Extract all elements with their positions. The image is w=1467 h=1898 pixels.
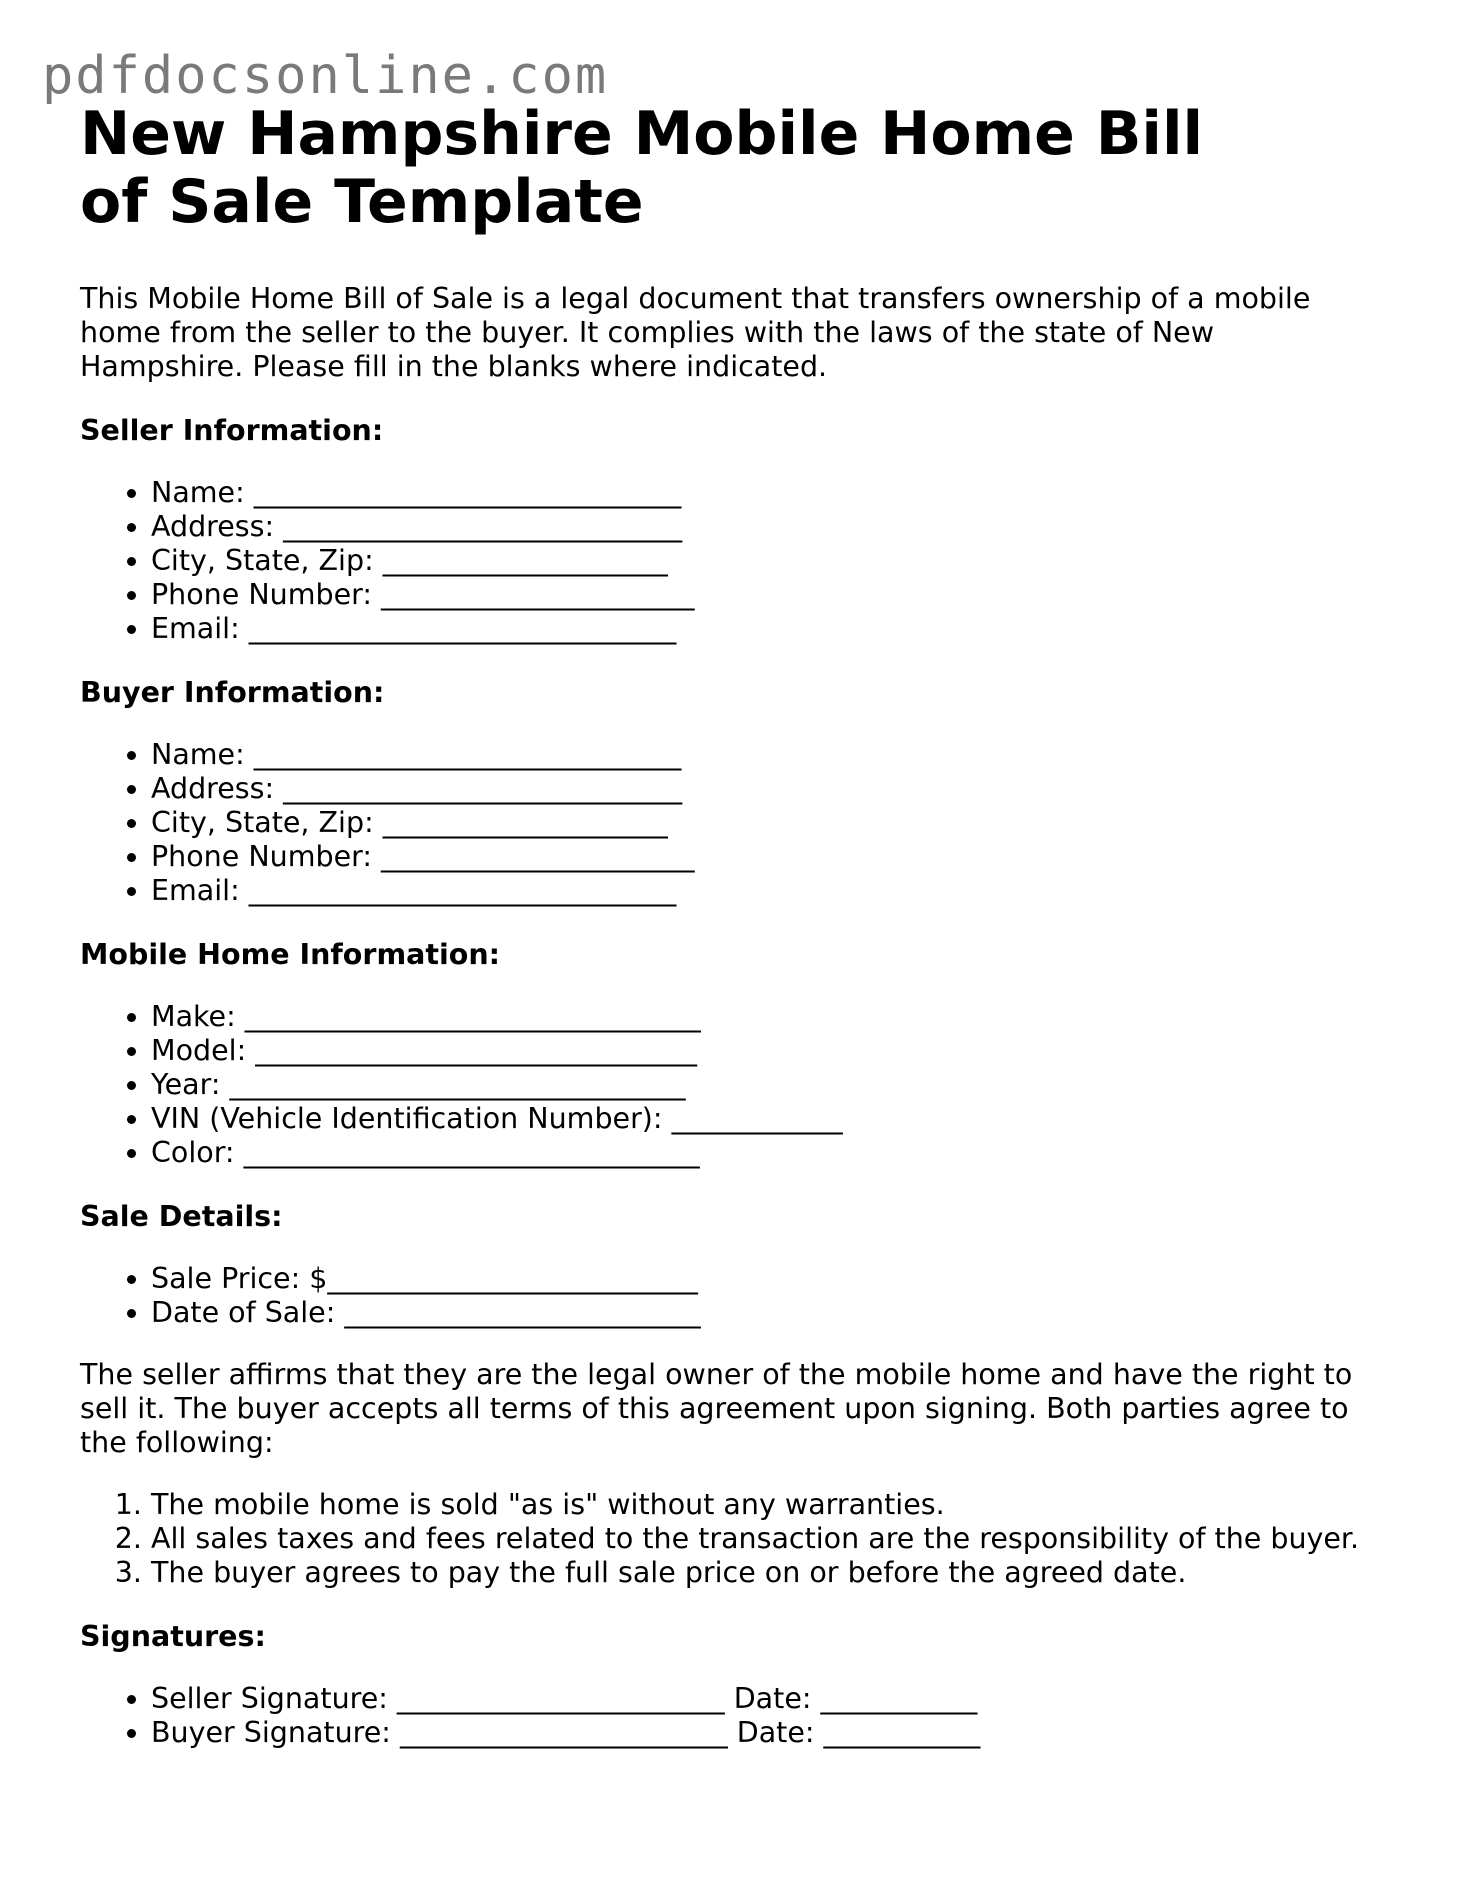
sale-price-field: • Sale Price: $__________________________ xyxy=(151,1262,1400,1296)
seller-heading: Seller Information: xyxy=(80,414,384,447)
terms-list xyxy=(80,1488,1400,1590)
home-year-field: • Year: ________________________________ xyxy=(151,1068,1400,1102)
home-color-field: • Color: ________________________________ xyxy=(151,1136,1400,1170)
document-title: New Hampshire Mobile Home Bill of Sale Template xyxy=(80,99,1204,237)
seller-address-field: • Address: ____________________________ xyxy=(151,510,1400,544)
seller-name-field: • Name: ______________________________ xyxy=(151,476,1400,510)
home-model-field: • Model: _______________________________ xyxy=(151,1034,1400,1068)
seller-city-state-zip-field: • City, State, Zip: ____________________ xyxy=(151,544,1400,578)
buyer-phone-field: • Phone Number: ______________________ xyxy=(151,840,1400,874)
home-make-field: • Make: ________________________________ xyxy=(151,1000,1400,1034)
buyer-city-state-zip-field: • City, State, Zip: ____________________ xyxy=(151,806,1400,840)
watermark: pdfdocsonline.com xyxy=(42,46,609,106)
home-vin-field: • VIN (Vehicle Identification Number): ____________ xyxy=(151,1102,1400,1136)
buyer-name-field: • Name: ______________________________ xyxy=(151,738,1400,772)
sale-date-field: • Date of Sale: _________________________ xyxy=(151,1296,1400,1330)
term-item: 3. The buyer agrees to pay the full sale price on or before the agreed date. xyxy=(151,1556,1400,1590)
term-item: 2. All sales taxes and fees related to the transaction are the responsibility of the buyer. xyxy=(151,1522,1400,1556)
seller-signature-field: • Seller Signature: _______________________ Date: ___________ xyxy=(151,1682,1400,1716)
sale-heading: Sale Details: xyxy=(80,1200,283,1233)
affirmation-paragraph: The seller affirms that they are the legal owner of the mobile home and have the right to sell it. The buyer accepts all terms of this agreement upon signing. Both parties agree to the following: xyxy=(80,1358,1353,1459)
buyer-signature-field: • Buyer Signature: _______________________ Date: ___________ xyxy=(151,1716,1400,1750)
buyer-fields xyxy=(80,738,1400,908)
seller-email-field: • Email: ______________________________ xyxy=(151,612,1400,646)
buyer-heading: Buyer Information: xyxy=(80,676,385,709)
term-item: 1. The mobile home is sold "as is" without any warranties. xyxy=(151,1488,1400,1522)
seller-fields xyxy=(80,476,1400,646)
signatures-heading: Signatures: xyxy=(80,1620,266,1653)
buyer-email-field: • Email: ______________________________ xyxy=(151,874,1400,908)
buyer-address-field: • Address: ____________________________ xyxy=(151,772,1400,806)
signature-fields xyxy=(80,1682,1400,1750)
intro-paragraph: This Mobile Home Bill of Sale is a legal document that transfers ownership of a mobile home from the seller to the buyer. It complies with the laws of the state of New Hampshire. Please fill in the blanks where indicated. xyxy=(80,282,1311,383)
home-fields xyxy=(80,1000,1400,1170)
home-heading: Mobile Home Information: xyxy=(80,938,501,971)
sale-fields xyxy=(80,1262,1400,1330)
seller-phone-field: • Phone Number: ______________________ xyxy=(151,578,1400,612)
document-page xyxy=(80,100,1400,1750)
